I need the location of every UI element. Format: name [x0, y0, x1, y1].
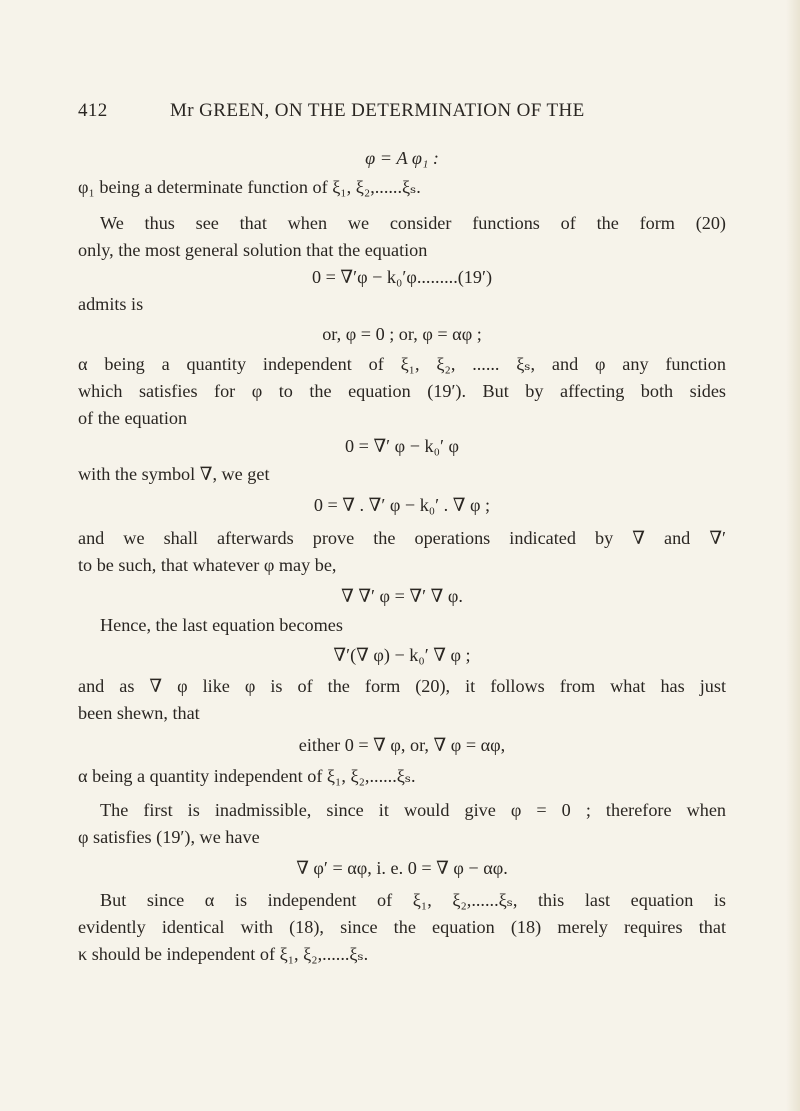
paragraph-start-line: Hence, the last equation becomes: [100, 615, 343, 635]
text-line: α being a quantity independent of ξ₁, ξ₂, ...... ξₛ, and φ any function: [78, 354, 726, 374]
text-line: which satisfies for φ to the equation (19′). But by affecting both sides: [78, 381, 726, 401]
running-head-title: Mr GREEN, ON THE DETERMINATION OF THE: [170, 100, 585, 121]
text-line: α being a quantity independent of ξ₁, ξ₂,......ξₛ.: [78, 766, 416, 786]
text-line: only, the most general solution that the equation: [78, 240, 428, 260]
text-line: κ should be independent of ξ₁, ξ₂,......ξₛ.: [78, 944, 369, 964]
equation-line: 0 = ∇ . ∇′ φ − k₀′ . ∇ φ ;: [313, 495, 491, 515]
equation-line: ∇ ∇′ φ = ∇′ ∇ φ.: [341, 586, 463, 606]
text-line: of the equation: [78, 408, 188, 428]
text-line: to be such, that whatever φ may be,: [78, 555, 337, 575]
text-line: been shewn, that: [78, 703, 200, 723]
text-line: with the symbol ∇, we get: [78, 464, 270, 484]
paragraph-start-line: But since α is independent of ξ₁, ξ₂,......ξₛ, this last equation is: [100, 890, 726, 910]
page-edge-shading: [786, 0, 800, 1111]
running-header: [78, 100, 728, 126]
equation-line: ∇ φ′ = αφ, i. e. 0 = ∇ φ − αφ.: [296, 858, 508, 878]
text-line: evidently identical with (18), since the equation (18) merely requires that: [78, 917, 726, 937]
equation-line: 0 = ∇′ φ − k₀′ φ: [345, 436, 459, 456]
text-line: and we shall afterwards prove the operations indicated by ∇ and ∇′: [78, 528, 726, 548]
text-line: φ satisfies (19′), we have: [78, 827, 260, 847]
equation-phi-definition: φ = A φ₁ :: [365, 148, 439, 168]
equation-line: either 0 = ∇ φ, or, ∇ φ = αφ,: [298, 735, 506, 755]
text-line: and as ∇ φ like φ is of the form (20), it follows from what has just: [78, 676, 726, 696]
equation-line: ∇′(∇ φ) − k₀′ ∇ φ ;: [333, 645, 471, 665]
text-line: admits is: [78, 294, 144, 314]
equation-19-prime: 0 = ∇′φ − k₀′φ.........(19′): [311, 267, 493, 287]
equation-solutions: or, φ = 0 ; or, φ = αφ ;: [322, 324, 482, 344]
paragraph-start-line: The first is inadmissible, since it would give φ = 0 ; therefore when: [100, 800, 726, 820]
page-number: 412: [78, 100, 108, 121]
paragraph-start-line: We thus see that when we consider functions of the form (20): [100, 213, 726, 233]
text-line: φ₁ being a determinate function of ξ₁, ξ₂,......ξₛ.: [78, 177, 421, 197]
